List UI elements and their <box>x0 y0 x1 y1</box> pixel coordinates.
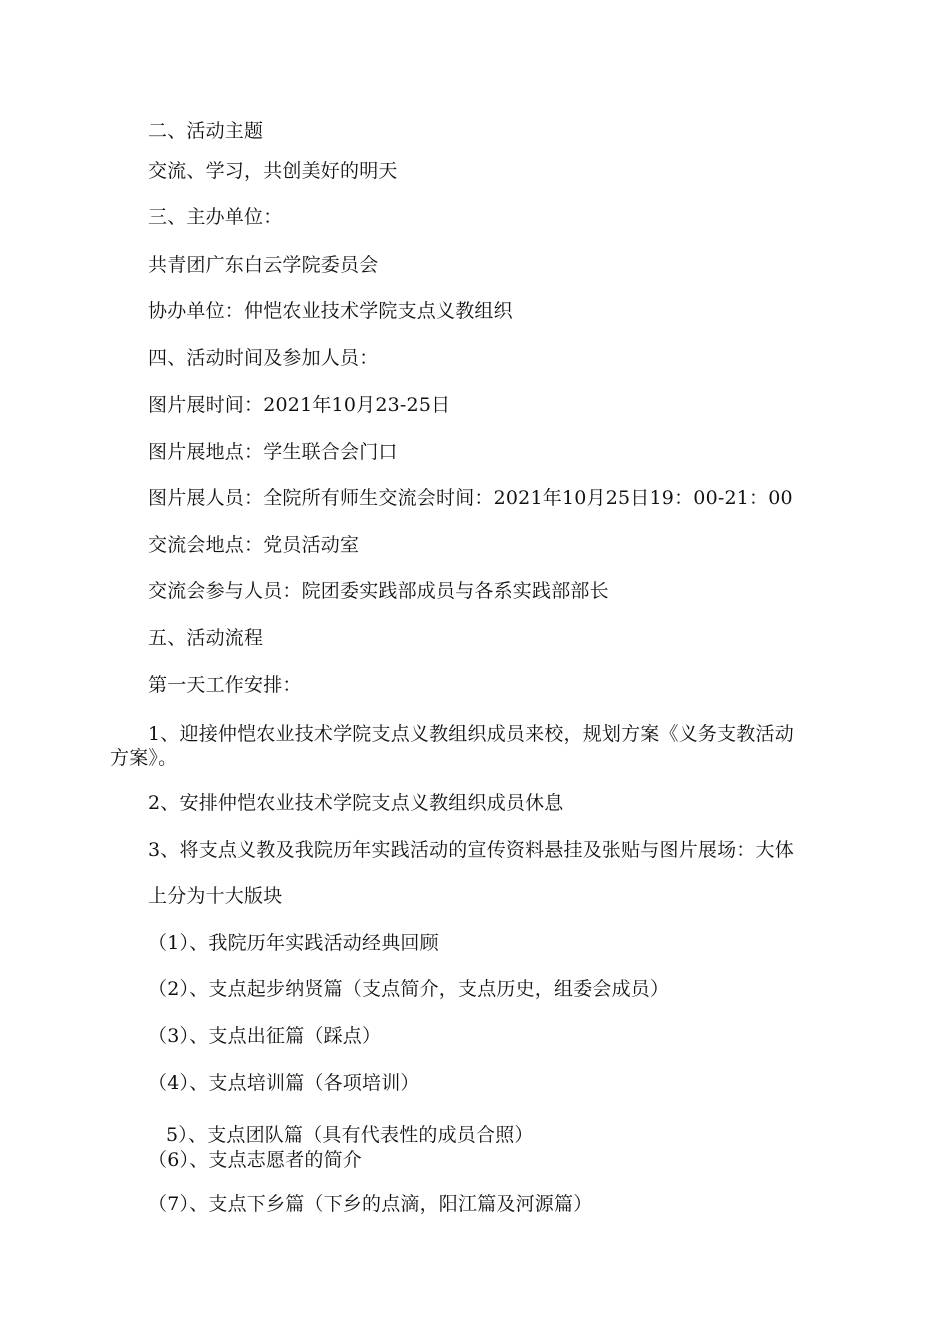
section-heading-organizer: 三、主办单位： <box>148 206 283 228</box>
board-item-1: （1）、我院历年实践活动经典回顾 <box>148 932 439 954</box>
theme-text: 交流、学习，共创美好的明天 <box>148 160 398 182</box>
section-heading-process: 五、活动流程 <box>148 627 264 649</box>
board-item-3: （3）、支点出征篇（踩点） <box>148 1025 382 1047</box>
organizer-text: 共青团广东白云学院委员会 <box>148 254 379 276</box>
board-item-4: （4）、支点培训篇（各项培训） <box>148 1072 420 1094</box>
exhibition-location-text: 图片展地点：学生联合会门口 <box>148 441 398 463</box>
step-1-text: 1、迎接仲恺农业技术学院支点义教组织成员来校，规划方案《义务支教活动方案》。 <box>110 723 794 769</box>
board-item-2: （2）、支点起步纳贤篇（支点简介，支点历史，组委会成员） <box>148 978 670 1000</box>
step-3-continuation: 上分为十大版块 <box>148 885 283 907</box>
board-item-5: 5）、支点团队篇（具有代表性的成员合照） <box>166 1124 534 1146</box>
day-one-heading: 第一天工作安排： <box>148 674 302 696</box>
meeting-location-text: 交流会地点：党员活动室 <box>148 534 360 556</box>
board-item-6: （6）、支点志愿者的简介 <box>148 1149 362 1171</box>
section-heading-time-participants: 四、活动时间及参加人员： <box>148 347 379 369</box>
exhibition-participants-text: 图片展人员：全院所有师生交流会时间：2021年10月25日19：00-21：00 <box>148 487 793 509</box>
co-organizer-text: 协办单位：仲恺农业技术学院支点义教组织 <box>148 300 513 322</box>
meeting-participants-text: 交流会参与人员：院团委实践部成员与各系实践部部长 <box>148 580 609 602</box>
section-heading-theme: 二、活动主题 <box>148 120 264 142</box>
board-item-7: （7）、支点下乡篇（下乡的点滴，阳江篇及河源篇） <box>148 1193 593 1215</box>
exhibition-time-text: 图片展时间：2021年10月23-25日 <box>148 394 451 416</box>
step-3-text: 3、将支点义教及我院历年实践活动的宣传资料悬挂及张贴与图片展场：大体 <box>148 839 794 861</box>
step-2-text: 2、安排仲恺农业技术学院支点义教组织成员休息 <box>148 792 564 814</box>
